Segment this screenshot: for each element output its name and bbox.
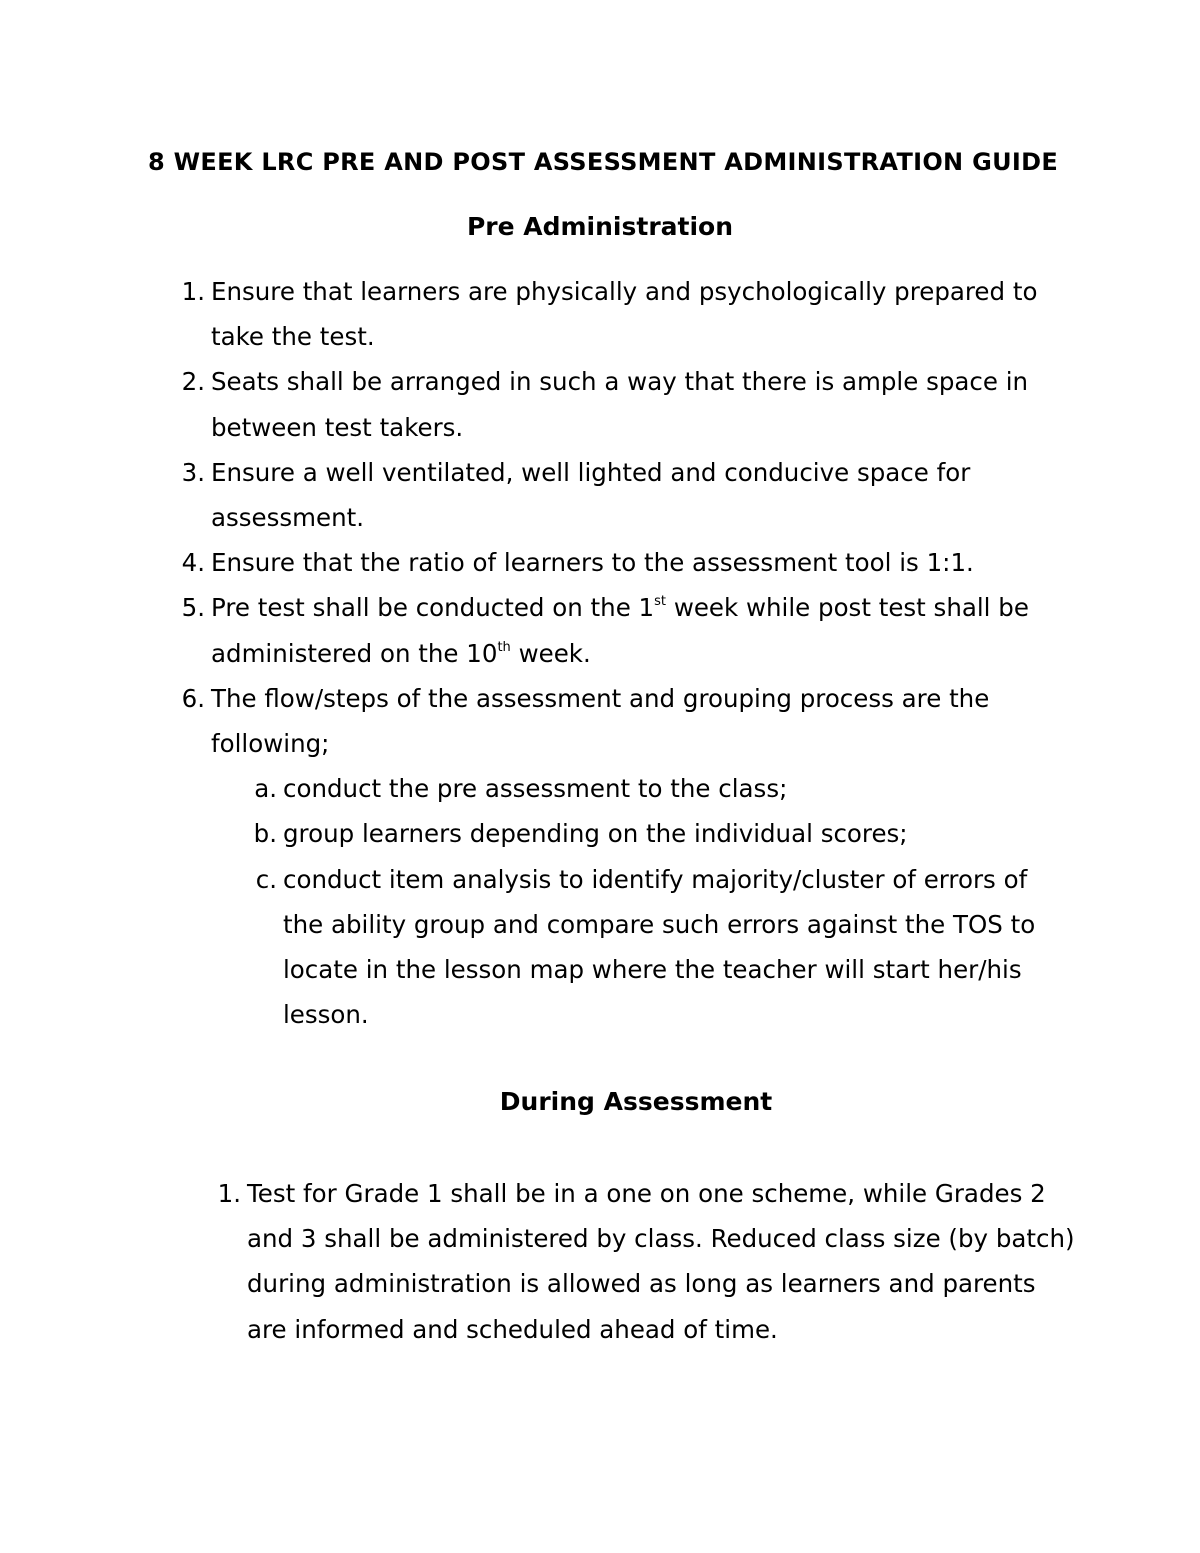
ordinal-suffix: th — [497, 639, 511, 655]
list-item: 1. Test for Grade 1 shall be in a one on one scheme, while Grades 2 and 3 shall be administered by class. Reduced class size (by batch) during administration is allowed as long as learners and parents are informed and scheduled ahead of time. — [217, 1179, 1075, 1344]
section-heading-during-assessment: During Assessment — [499, 1087, 773, 1116]
sublist-item: b. group learners depending on the individual scores; — [253, 819, 908, 849]
sublist-item: a. conduct the pre assessment to the class; — [254, 774, 788, 804]
flow-steps-sublist — [211, 766, 1071, 1037]
section-heading-pre-administration: Pre Administration — [466, 212, 734, 241]
list-item: 5. Pre test shall be conducted on the 1st week while post test shall be administered on the 10th week. — [181, 593, 1029, 668]
during-assessment-list — [217, 1171, 1077, 1352]
ordinal-suffix: st — [654, 594, 667, 610]
document-title: 8 WEEK LRC PRE AND POST ASSESSMENT ADMINISTRATION GUIDE — [147, 148, 1059, 176]
list-item: 4. Ensure that the ratio of learners to the assessment tool is 1:1. — [181, 548, 974, 578]
list-item: 6. The flow/steps of the assessment and grouping process are the following; a. conduct the pre assessment to the class; b. group learners depending on the individual scores; c. conduct item analysis to identify majority/cluster of errors of the ability group and compare such errors against the TOS to locate in the lesson map where the teacher will start her/his lesson. — [211, 676, 1071, 1038]
pre-administration-list — [181, 269, 1071, 1037]
list-item: 2. Seats shall be arranged in such a way that there is ample space in between test takers. — [181, 367, 1029, 442]
list-item: 1. Ensure that learners are physically and psychologically prepared to take the test. — [181, 277, 1038, 352]
sublist-item: c. conduct item analysis to identify majority/cluster of errors of the ability group and compare such errors against the TOS to locate in the lesson map where the teacher will start her/his lesson. — [255, 864, 1036, 1030]
list-item: 3. Ensure a well ventilated, well lighted and conducive space for assessment. — [181, 457, 971, 533]
